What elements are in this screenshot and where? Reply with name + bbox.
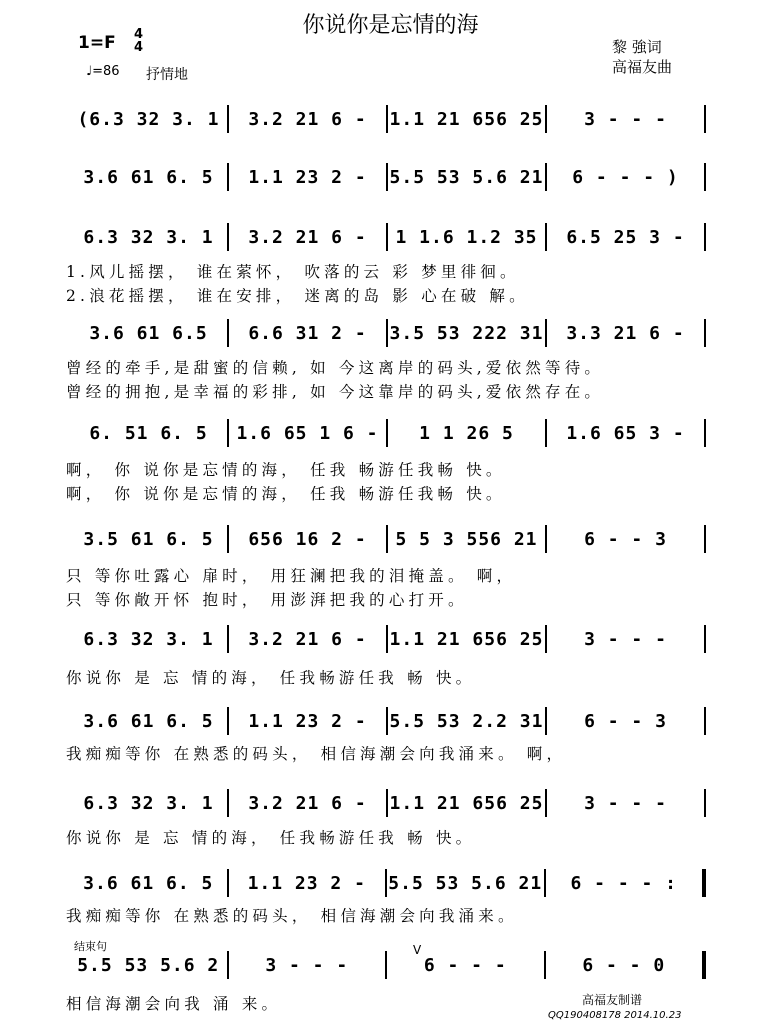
- notation-row-4: [70, 318, 706, 348]
- notation-row-5: [70, 418, 706, 448]
- measure: 1.1 21 656 25: [389, 792, 544, 814]
- measure: 3.6 61 6.5: [89, 322, 208, 344]
- measure: 3.6 61 6. 5: [83, 710, 214, 732]
- measure: 1.6 65 1 6 -: [236, 422, 379, 444]
- measure: 5.5 53 5.6 21: [388, 872, 543, 894]
- measure: 6. 51 6. 5: [89, 422, 208, 444]
- measure: 3.6 61 6. 5: [83, 872, 214, 894]
- measure: 5 5 3 556 21: [395, 528, 538, 550]
- measure: 6 - - -: [423, 954, 507, 976]
- lyric-line: 你说你 是 忘 情的海， 任我畅游任我 畅 快。: [66, 669, 476, 687]
- measure: 1 1.6 1.2 35: [395, 226, 538, 248]
- measure: 6 - - 0: [582, 954, 666, 976]
- measure: 1.1 21 656 25: [389, 628, 544, 650]
- measure: 3 - - -: [584, 108, 667, 130]
- ending-label: 结束句: [74, 940, 107, 953]
- measure: 3.2 21 6 -: [248, 628, 367, 650]
- transcriber-credit: 高福友制谱: [582, 993, 643, 1007]
- notation-row-11: [70, 950, 706, 980]
- measure: 656 16 2 -: [248, 528, 367, 550]
- meter-bottom: 4: [134, 40, 144, 55]
- measure: 5.5 53 5.6 2: [77, 954, 220, 976]
- measure: 6 - - 3: [584, 528, 667, 550]
- notation-row-1: [70, 104, 706, 134]
- measure: 1.1 23 2 -: [248, 710, 367, 732]
- measure: 3.6 61 6. 5: [83, 166, 214, 188]
- lyric-line: 啊， 你 说你是忘情的海， 任我 畅游任我畅 快。: [66, 461, 506, 479]
- notation-row-10: [70, 868, 706, 898]
- lyric-line: 只 等你吐露心 扉时， 用狂澜把我的泪掩盖。 啊，: [66, 567, 517, 585]
- measure: 1.1 23 2 -: [248, 166, 367, 188]
- composer-credit: 高福友曲: [612, 58, 673, 76]
- lyric-line: 相信海潮会向我 涌 来。: [66, 995, 282, 1013]
- measure: 1.1 23 2 -: [247, 872, 366, 894]
- measure: 6.3 32 3. 1: [83, 792, 214, 814]
- notation-row-2: [70, 162, 706, 192]
- measure: 6 - - 3: [584, 710, 667, 732]
- lyric-line: 1.风儿摇摆， 谁在萦怀， 吹落的云 彩 梦里徘徊。: [66, 263, 520, 281]
- measure: 6 - - - ): [572, 166, 679, 188]
- notation-row-7: [70, 624, 706, 654]
- measure: 3 - - -: [265, 954, 349, 976]
- lyricist-credit: 黎 強词: [612, 38, 662, 56]
- expression-mark: 抒情地: [146, 67, 188, 83]
- key-signature: 1=F: [78, 33, 116, 53]
- page-title: 你说你是忘情的海: [302, 13, 479, 38]
- time-signature: [134, 28, 143, 54]
- measure: 3.2 21 6 -: [248, 226, 367, 248]
- measure: 3 - - -: [584, 792, 667, 814]
- measure: 3 - - -: [584, 628, 667, 650]
- notation-row-8: [70, 706, 706, 736]
- lyric-line: 我痴痴等你 在熟悉的码头， 相信海潮会向我涌来。: [66, 907, 518, 925]
- measure: 6 - - - :: [570, 872, 678, 894]
- measure: 3.5 53 222 31: [389, 322, 544, 344]
- breath-mark: V: [413, 943, 422, 957]
- measure: (6.3 32 3. 1: [77, 108, 220, 130]
- meter-top: 4: [134, 27, 144, 42]
- notation-row-3: [70, 222, 706, 252]
- measure: 6.6 31 2 -: [248, 322, 367, 344]
- measure: 6.5 25 3 -: [566, 226, 685, 248]
- measure: 3.2 21 6 -: [248, 108, 367, 130]
- measure: 3.3 21 6 -: [566, 322, 685, 344]
- tempo-mark: ♩=86: [86, 64, 120, 79]
- lyric-line: 我痴痴等你 在熟悉的码头， 相信海潮会向我涌来。 啊，: [66, 745, 567, 763]
- measure: 5.5 53 2.2 31: [389, 710, 544, 732]
- lyric-line: 曾经的拥抱,是幸福的彩排, 如 今这靠岸的码头,爱依然存在。: [66, 383, 605, 401]
- measure: 1 1 26 5: [419, 422, 514, 444]
- measure: 1.6 65 3 -: [566, 422, 685, 444]
- measure: 6.3 32 3. 1: [83, 226, 214, 248]
- lyric-line: 你说你 是 忘 情的海， 任我畅游任我 畅 快。: [66, 829, 476, 847]
- notation-row-9: [70, 788, 706, 818]
- measure: 1.1 21 656 25: [389, 108, 544, 130]
- measure: 3.5 61 6. 5: [83, 528, 214, 550]
- lyric-line: 2.浪花摇摆， 谁在安排， 迷离的岛 影 心在破 解。: [66, 287, 529, 305]
- lyric-line: 曾经的牵手,是甜蜜的信赖, 如 今这离岸的码头,爱依然等待。: [66, 359, 605, 377]
- measure: 3.2 21 6 -: [248, 792, 367, 814]
- contact-and-date: QQ190408178 2014.10.23: [548, 1010, 682, 1021]
- lyric-line: 只 等你敞开怀 抱时， 用澎湃把我的心打开。: [66, 591, 468, 609]
- measure: 5.5 53 5.6 21: [389, 166, 544, 188]
- lyric-line: 啊， 你 说你是忘情的海， 任我 畅游任我畅 快。: [66, 485, 506, 503]
- measure: 6.3 32 3. 1: [83, 628, 214, 650]
- notation-row-6: [70, 524, 706, 554]
